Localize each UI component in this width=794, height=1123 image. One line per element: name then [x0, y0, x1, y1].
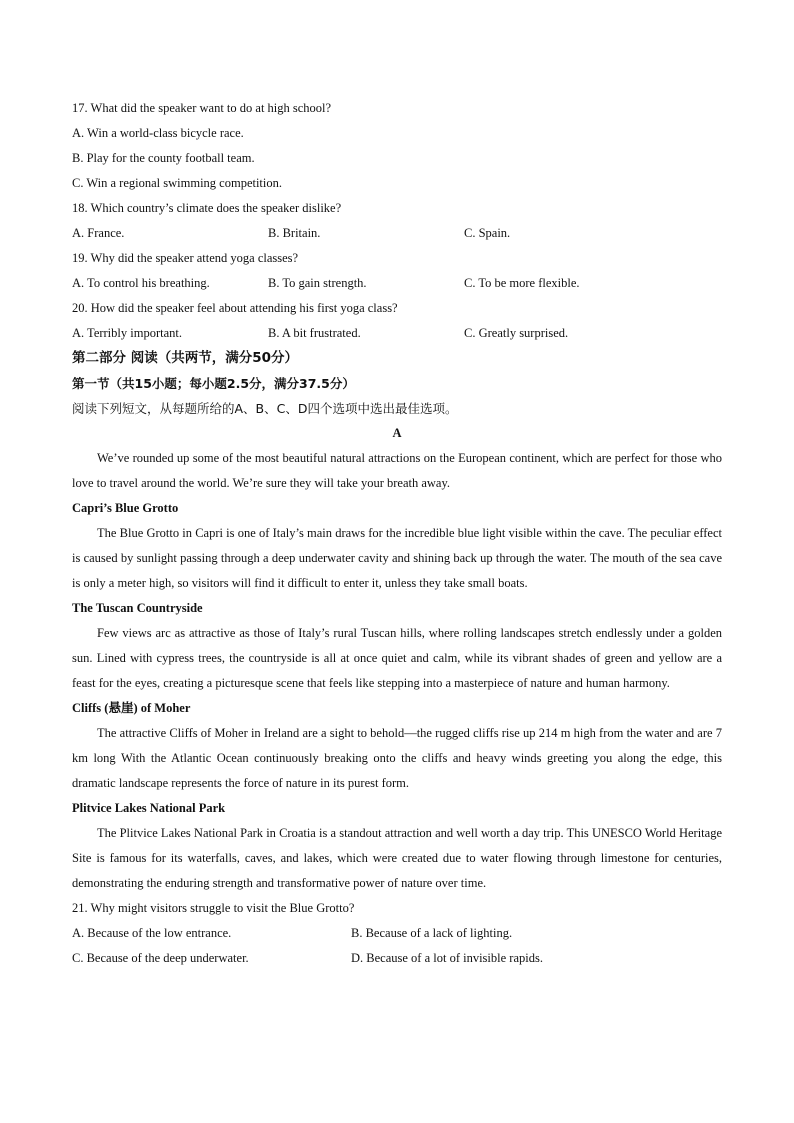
question-18-option-b: B. Britain. — [268, 226, 321, 240]
question-21-option-a: A. Because of the low entrance. — [72, 926, 232, 940]
part-two-title: 第二部分 阅读（共两节，满分50分） — [72, 350, 298, 366]
question-17-option-a: A. Win a world-class bicycle race. — [72, 126, 244, 140]
attraction-text: The attractive Cliffs of Moher in Ireland are a sight to behold—the rugged cliffs rise up 214 m high from the water and are 7 km long With the Atlantic Ocean continuously breaking onto the cliffs and heavy winds greeting you along the edge, this dramatic landscape represents the force of nature in its purest form. — [72, 726, 722, 790]
section-one-title: 第一节（共15小题；每小题2.5分，满分37.5分） — [72, 376, 355, 391]
attraction-heading: Plitvice Lakes National Park — [72, 801, 226, 815]
instruction-text: 阅读下列短文，从每题所给的A、B、C、D四个选项中选出最佳选项。 — [72, 401, 458, 416]
question-20-option-c: C. Greatly surprised. — [464, 326, 569, 340]
question-18-stem: 18. Which country’s climate does the speaker dislike? — [72, 201, 342, 215]
question-20-option-a: A. Terribly important. — [72, 326, 182, 340]
passage-intro: We’ve rounded up some of the most beautiful natural attractions on the European continent, which are perfect for those who love to travel around the world. We’re sure they will take your breath away. — [72, 451, 722, 490]
attraction-text: The Plitvice Lakes National Park in Croatia is a standout attraction and well worth a day trip. This UNESCO World Heritage Site is famous for its waterfalls, caves, and lakes, which were created due to water flowing through limestone for centuries, demonstrating the enduring strength and transformative power of nature over time. — [72, 826, 722, 890]
question-19-stem: 19. Why did the speaker attend yoga classes? — [72, 251, 299, 265]
question-18-option-c: C. Spain. — [464, 226, 511, 240]
passage-label: A — [392, 426, 402, 440]
exam-page — [72, 96, 722, 971]
question-20-stem: 20. How did the speaker feel about attending his first yoga class? — [72, 301, 398, 315]
question-19-options — [72, 271, 722, 296]
question-21-options-row2 — [72, 946, 722, 971]
question-19-option-a: A. To control his breathing. — [72, 276, 210, 290]
question-17-stem: 17. What did the speaker want to do at high school? — [72, 101, 332, 115]
attraction-text: The Blue Grotto in Capri is one of Italy’s main draws for the incredible blue light visible within the cave. The peculiar effect is caused by sunlight passing through a deep underwater cavity and shining back up through the water. The mouth of the sea cave is only a meter high, so visitors will find it difficult to enter it, unless they take small boats. — [72, 526, 722, 590]
question-17-option-c: C. Win a regional swimming competition. — [72, 176, 283, 190]
question-20-options — [72, 321, 722, 346]
question-20-option-b: B. A bit frustrated. — [268, 326, 361, 340]
question-21-stem: 21. Why might visitors struggle to visit the Blue Grotto? — [72, 901, 355, 915]
attraction-heading: Capri’s Blue Grotto — [72, 501, 179, 515]
attraction-text: Few views arc as attractive as those of Italy’s rural Tuscan hills, where rolling landscapes stretch endlessly under a golden sun. Lined with cypress trees, the countryside is all at once quiet and calm, while its vibrant shades of green and yellow are a feast for the eyes, creating a picturesque scene that feels like stepping into a masterpiece of nature and human harmony. — [72, 626, 722, 690]
question-19-option-c: C. To be more flexible. — [464, 276, 580, 290]
question-19-option-b: B. To gain strength. — [268, 276, 367, 290]
question-18-option-a: A. France. — [72, 226, 125, 240]
question-21-options-row1 — [72, 921, 722, 946]
attraction-heading: Cliffs (悬崖) of Moher — [72, 701, 191, 715]
question-21-option-d: D. Because of a lot of invisible rapids. — [351, 951, 543, 965]
attraction-heading: The Tuscan Countryside — [72, 601, 203, 615]
question-18-options — [72, 221, 722, 246]
question-21-option-b: B. Because of a lack of lighting. — [351, 926, 513, 940]
question-17-option-b: B. Play for the county football team. — [72, 151, 255, 165]
question-21-option-c: C. Because of the deep underwater. — [72, 951, 249, 965]
